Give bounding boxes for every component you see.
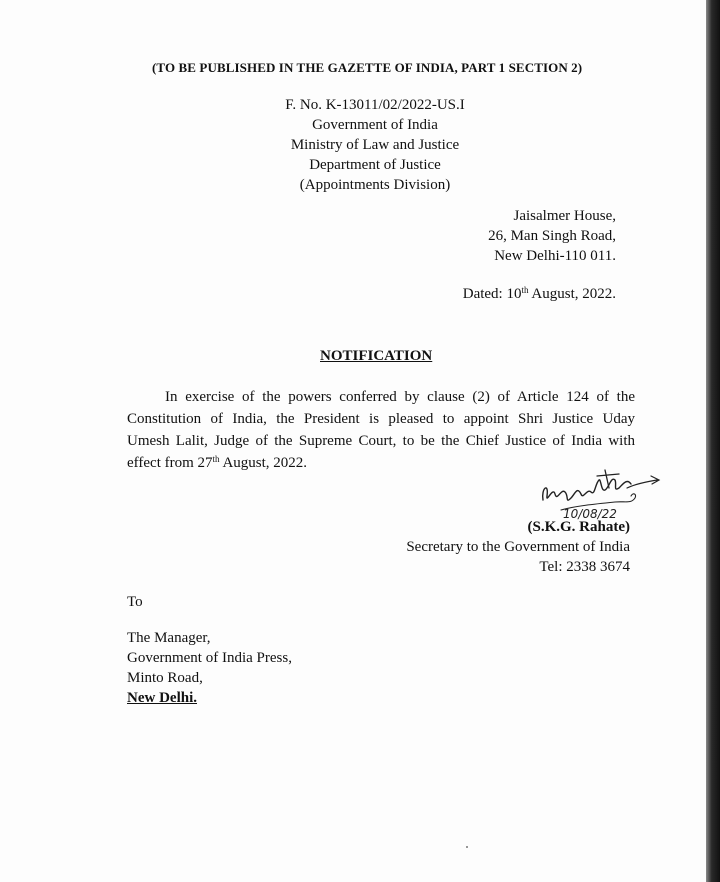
file-number: F. No. K-13011/02/2022-US.I: [285, 97, 465, 113]
address-line-3: New Delhi-110 011.: [494, 248, 616, 264]
issuer-block: [250, 95, 500, 195]
division-name: (Appointments Division): [299, 177, 451, 193]
handwritten-signature: [535, 458, 665, 524]
recipient-line-4: New Delhi.: [127, 690, 197, 706]
date-suffix: August, 2022.: [528, 286, 616, 302]
gazette-header: (TO BE PUBLISHED IN THE GAZETTE OF INDIA, PART 1 SECTION 2): [152, 60, 583, 75]
government-name: Government of India: [312, 117, 438, 133]
date-line: [463, 284, 616, 304]
body-line-3: Umesh Lalit, Judge of the Supreme Court, to be the Chief Justice of India with: [127, 433, 635, 449]
signatory-block: [406, 517, 630, 577]
date-prefix: Dated: 10: [462, 286, 522, 302]
signature-drawing: [535, 458, 665, 524]
signature-date: 10/08/22: [563, 507, 617, 521]
ministry-name: Ministry of Law and Justice: [290, 137, 460, 153]
recipient-line-3: Minto Road,: [127, 670, 203, 686]
body-line-2: Constitution of India, the President is pleased to appoint Shri Justice Uday: [127, 411, 635, 427]
signatory-name: (S.K.G. Rahate): [527, 519, 630, 535]
effect-suffix: August, 2022.: [219, 455, 308, 471]
sender-address: [488, 206, 616, 266]
effect-superscript: th: [212, 454, 220, 464]
signatory-telephone: Tel: 2338 3674: [539, 559, 630, 575]
body-line-1: In exercise of the powers conferred by clause (2) of Article 124 of the: [165, 389, 635, 405]
address-line-1: Jaisalmer House,: [513, 208, 616, 224]
signatory-designation: Secretary to the Government of India: [406, 539, 630, 555]
notification-title: NOTIFICATION: [320, 348, 433, 364]
recipient-line-2: Government of India Press,: [127, 650, 292, 666]
page-speck: [466, 846, 468, 848]
effect-prefix: effect from 27: [127, 455, 213, 471]
recipient-line-1: The Manager,: [127, 630, 211, 646]
to-label: To: [127, 594, 143, 610]
date-superscript: th: [521, 285, 529, 295]
page-edge-shadow: [706, 0, 720, 882]
recipient-address: [127, 628, 292, 708]
department-name: Department of Justice: [309, 157, 441, 173]
address-line-2: 26, Man Singh Road,: [488, 228, 616, 244]
